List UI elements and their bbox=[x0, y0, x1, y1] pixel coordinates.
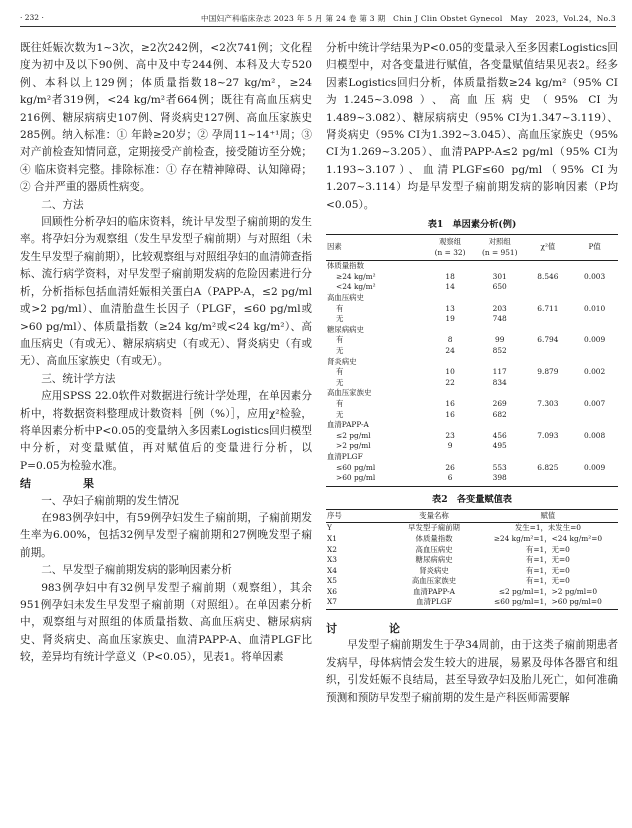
right-column bbox=[326, 40, 618, 707]
table1-header-chi: χ²值 bbox=[525, 235, 572, 261]
results-title: 结 果 bbox=[20, 477, 104, 491]
table2-cell-variable: 糖尿病病史 bbox=[415, 555, 453, 565]
table1-cell-chi: 7.093 bbox=[537, 430, 559, 440]
methods-heading: 二、方法 bbox=[41, 198, 84, 211]
table1-cell-obs: 13 bbox=[445, 303, 455, 313]
table1-group-row bbox=[326, 388, 618, 399]
table1-cell-obs: 14 bbox=[445, 282, 455, 292]
results-sub2-heading: 二、早发型子痫前期发病的影响因素分析 bbox=[41, 564, 232, 577]
table1-cell-label: 无 bbox=[336, 314, 344, 324]
left-column bbox=[20, 40, 312, 667]
table2-cell-assignment: ≤60 pg/ml=1，>60 pg/ml=0 bbox=[478, 597, 618, 609]
table1-group-row bbox=[326, 261, 618, 272]
table1-group-row bbox=[326, 357, 618, 368]
table1-row bbox=[326, 410, 618, 421]
table1-cell-label: >60 pg/ml bbox=[326, 473, 425, 486]
table1-cell-p bbox=[571, 314, 618, 325]
journal-citation: 中国妇产科临床杂志 2023 年 5 月 第 24 卷 第 3 期 Chin J Clin Obstet Gynecol May 2023，Vol.24，No.3 bbox=[200, 14, 616, 23]
table1-cell-obs: 9 bbox=[447, 441, 453, 451]
table1-cell-p bbox=[571, 473, 618, 486]
table1-cell-label: <24 kg/m² bbox=[336, 282, 376, 292]
page-number: · 232 · bbox=[20, 13, 44, 22]
table1-group-row bbox=[326, 452, 618, 463]
table1-cell-label: ≥24 kg/m² bbox=[336, 271, 376, 281]
table1-caption: 表1 单因素分析(例) bbox=[427, 219, 517, 231]
table1-cell-chi: 6.825 bbox=[537, 462, 559, 472]
table1-row bbox=[326, 272, 618, 283]
table1-cell-chi bbox=[525, 346, 572, 357]
table1-group-label: 血清PAPP-A bbox=[327, 420, 369, 430]
table1-cell-p: 0.008 bbox=[584, 430, 606, 440]
table1-cell-chi bbox=[525, 441, 572, 452]
table1-row bbox=[326, 399, 618, 410]
table2-cell-index: X7 bbox=[326, 597, 390, 609]
table1-cell-obs: 19 bbox=[445, 314, 455, 324]
table1-cell-ctrl: 117 bbox=[492, 367, 507, 377]
methods-paragraph: 回顾性分析孕妇的临床资料，统计早发型子痫前期的发生率。将孕妇分为观察组（发生早发型子痫前期）与对照组（未发生早发型子痫前期），比较观察组与对照组孕妇的血清筛查指标、流行病学资料，对早发型子痫前期发病的危险因素进行分析，分析指标包括血清妊娠相关蛋白A（PAPP-A，≤2 pg/ml或>2 pg/ml）、血清胎盘生长因子（PLGF，≤60 pg/ml或>60 pg/ml）、体质量指数（≥24 kg/m²或<24 kg/m²）、高血压病史（有或无）、糖尿病病史（有或无）、肾炎病史（有或无）、高血压家族史（有或无）。 bbox=[20, 216, 312, 368]
table1-cell-label: 有 bbox=[336, 303, 344, 313]
table2-header-assignment: 赋值 bbox=[478, 509, 618, 523]
table1-group-label: 体质量指数 bbox=[327, 261, 364, 271]
table1-cell-ctrl: 495 bbox=[492, 441, 507, 451]
table2-cell-index: X5 bbox=[327, 576, 337, 586]
table1-cell-p bbox=[571, 282, 618, 293]
table2-cell-variable: 体质量指数 bbox=[415, 533, 453, 543]
table1-group-label: 血清PLGF bbox=[327, 451, 363, 461]
table1-header-ctrl: 对照组 (n = 951) bbox=[475, 235, 525, 261]
table1-cell-chi: 7.303 bbox=[537, 398, 559, 408]
table1-row bbox=[326, 463, 618, 474]
table1-cell-p: 0.007 bbox=[584, 398, 606, 408]
table1-cell-ctrl: 456 bbox=[492, 430, 507, 440]
table1-cell-ctrl: 301 bbox=[492, 271, 507, 281]
intro-paragraph: 既往妊娠次数为1~3次，≥2次242例，<2次741例；文化程度为初中及以下90例、高中及中专244例、本科及大专520例、本科以上129例；体质量指数18~27 kg/m²，≥24 kg/m²者319例，<24 kg/m²者664例；既往有高血压病史216例、糖尿病病史107例、肾炎病史127例、高血压家族史285例。纳入标准：① 年龄≥20岁；② 孕周11~14⁺¹周；③ 对产前检查知情同意，定期接受产前检查，接受随访至分娩；④ 临床资料完整。排除标准：① 存在精神障碍、认知障碍；② 合并严重的器质性病变。 bbox=[20, 42, 312, 194]
table1-group-label: 肾炎病史 bbox=[327, 356, 357, 366]
table1-cell-p bbox=[571, 441, 618, 452]
table1-cell-obs: 18 bbox=[445, 271, 455, 281]
table2-cell-variable: 肾炎病史 bbox=[419, 565, 449, 575]
table1-cell-p bbox=[571, 378, 618, 389]
table2-row bbox=[326, 545, 618, 556]
table1-header-obs: 观察组 (n = 32) bbox=[425, 235, 475, 261]
table1-cell-chi bbox=[525, 314, 572, 325]
table1-cell-label: 有 bbox=[336, 398, 344, 408]
table2-cell-assignment: 有=1，无=0 bbox=[525, 565, 570, 575]
table1-header-factor: 因素 bbox=[326, 235, 425, 261]
results-sub1-paragraph: 在983例孕妇中，有59例孕妇发生子痫前期，子痫前期发生率为6.00%，包括32例早发型子痫前期和27例晚发型子痫前期。 bbox=[20, 511, 312, 559]
table1-cell-chi bbox=[525, 473, 572, 486]
table2-cell-index: X2 bbox=[327, 544, 337, 554]
table2-cell-variable: 高血压家族史 bbox=[411, 576, 457, 586]
table1-cell-p: 0.003 bbox=[584, 271, 606, 281]
table1-cell-obs: 26 bbox=[445, 462, 455, 472]
table1-cell-ctrl: 748 bbox=[492, 314, 507, 324]
table1-cell-obs: 6 bbox=[425, 473, 475, 486]
discussion-title: 讨 论 bbox=[326, 622, 410, 636]
table2-cell-assignment: 有=1，无=0 bbox=[525, 544, 570, 554]
table2-cell-assignment: 发生=1，未发生=0 bbox=[514, 523, 581, 533]
table1-cell-ctrl: 203 bbox=[492, 303, 507, 313]
table1-cell-obs: 8 bbox=[447, 335, 453, 345]
table2-row bbox=[326, 555, 618, 566]
table1-cell-obs: 16 bbox=[445, 398, 455, 408]
table1-row bbox=[326, 367, 618, 378]
table1-row bbox=[326, 441, 618, 452]
table1-cell-label: 无 bbox=[336, 377, 344, 387]
table1-cell-chi bbox=[525, 378, 572, 389]
table1-group-row bbox=[326, 325, 618, 336]
table1-cell-label: >2 pg/ml bbox=[336, 441, 371, 451]
table2-row bbox=[326, 523, 618, 534]
stats-heading: 三、统计学方法 bbox=[41, 372, 116, 385]
table2-row bbox=[326, 576, 618, 587]
table2-cell-assignment: 有=1，无=0 bbox=[525, 576, 570, 586]
table1-univariate bbox=[326, 234, 618, 487]
table2-cell-index: X1 bbox=[327, 533, 337, 543]
running-header bbox=[20, 10, 616, 27]
results-sub1-heading: 一、孕妇子痫前期的发生情况 bbox=[41, 494, 179, 507]
results-continued-paragraph: 分析中统计学结果为P<0.05的变量录入至多因素Logistics回归模型中，对各变量进行赋值，各变量赋值结果见表2。经多因素Logistics回归分析，体质量指数≥24 kg/m²（95% CI为1.245~3.098）、高血压病史（95% CI为1.489~3.082）、糖尿病病史（95% CI为1.347~3.119）、肾炎病史（95% CI为1.392~3.045）、高血压家族史（95% CI为1.269~3.205）、血清PAPP-A≤2 pg/ml（95% CI为1.193~3.107）、血清PLGF≤60 pg/ml（95% CI为1.207~3.114）均是早发型子痫前期发病的影响因素（P均<0.05）。 bbox=[326, 42, 618, 211]
table1-group-row bbox=[326, 420, 618, 431]
table1-cell-ctrl: 852 bbox=[492, 346, 507, 355]
table1-cell-ctrl: 650 bbox=[492, 282, 507, 292]
table2-cell-index: X3 bbox=[327, 555, 337, 565]
discussion-paragraph: 早发型子痫前期发生于孕34周前，由于这类子痫前期患者发病早，母体病情会发生较大的进展，易累及母体各器官和组织，引发妊娠不良结局，甚至导致孕妇及胎儿死亡，如何准确预测和预防早发型子痫前期的发生是产科医师需要解 bbox=[326, 639, 618, 704]
table1-cell-ctrl: 99 bbox=[495, 335, 505, 345]
table2-header-index: 序号 bbox=[326, 509, 390, 523]
table1-cell-obs: 10 bbox=[445, 367, 455, 377]
table1-header-p: P值 bbox=[571, 235, 618, 261]
table2-row bbox=[326, 566, 618, 577]
table1-cell-ctrl: 553 bbox=[492, 462, 507, 472]
table1-cell-ctrl: 682 bbox=[492, 409, 507, 419]
table2-row bbox=[326, 587, 618, 598]
table2-caption: 表2 各变量赋值表 bbox=[432, 493, 512, 505]
table2-cell-variable: 血清PAPP-A bbox=[413, 586, 455, 596]
table1-cell-chi: 6.711 bbox=[537, 303, 559, 313]
table1-cell-label: ≤2 pg/ml bbox=[336, 430, 371, 440]
table1-group-label: 高血压病史 bbox=[327, 293, 364, 303]
table2-cell-assignment: ≤2 pg/ml=1，>2 pg/ml=0 bbox=[498, 586, 598, 596]
table2-cell-index: X6 bbox=[327, 586, 337, 596]
table1-group-label: 糖尿病病史 bbox=[327, 324, 364, 334]
table1-group-row bbox=[326, 293, 618, 304]
table2-cell-index: Y bbox=[327, 523, 332, 533]
table1-cell-p: 0.009 bbox=[584, 462, 606, 472]
table1-cell-label: 有 bbox=[336, 367, 344, 377]
table1-group-label: 高血压家族史 bbox=[327, 388, 372, 398]
table2-cell-variable: 血清PLGF bbox=[390, 597, 478, 609]
table1-cell-obs: 16 bbox=[445, 409, 455, 419]
table1-cell-ctrl: 398 bbox=[475, 473, 525, 486]
table2-cell-variable: 高血压病史 bbox=[415, 544, 453, 554]
table1-cell-p bbox=[571, 410, 618, 421]
table1-row bbox=[326, 431, 618, 442]
results-sub2-paragraph: 983例孕妇中有32例早发型子痫前期（观察组），其余951例孕妇未发生早发型子痫前期（对照组）。在单因素分析中，观察组与对照组的体质量指数、高血压病史、糖尿病病史、肾炎病史、高血压家族史、血清PAPP-A、血清PLGF比较，差异均有统计学意义（P<0.05），见表1。将单因素 bbox=[20, 581, 312, 664]
stats-paragraph: 应用SPSS 22.0软件对数据进行统计学处理，在单因素分析中，将数据资料整理成计数资料［例（%）］，应用χ²检验，将单因素分析中P<0.05的变量纳入多因素Logistics回归模型中分析，对变量赋值，再对赋值后的变量进行分析，以P=0.05为检验水准。 bbox=[20, 390, 312, 472]
table1-cell-ctrl: 834 bbox=[492, 377, 507, 387]
table1-cell-chi bbox=[525, 282, 572, 293]
table1-cell-label: 有 bbox=[336, 335, 344, 345]
table1-cell-p: 0.002 bbox=[584, 367, 606, 377]
table2-cell-assignment: ≥24 kg/m²=1，<24 kg/m²=0 bbox=[493, 533, 603, 543]
table1-cell-obs: 23 bbox=[445, 430, 455, 440]
table2-row bbox=[326, 597, 618, 609]
table1-row bbox=[326, 346, 618, 357]
table2-cell-variable: 早发型子痫前期 bbox=[408, 523, 460, 533]
table1-cell-obs: 22 bbox=[445, 377, 455, 387]
table2-cell-assignment: 有=1，无=0 bbox=[525, 555, 570, 565]
table2-variable-assignment bbox=[326, 509, 618, 610]
table1-row bbox=[326, 304, 618, 315]
table1-cell-label: 无 bbox=[336, 346, 344, 355]
table1-cell-p: 0.009 bbox=[584, 335, 606, 345]
table1-row bbox=[326, 314, 618, 325]
table1-cell-chi: 8.546 bbox=[537, 271, 559, 281]
table2-row bbox=[326, 534, 618, 545]
table1-cell-label: ≤60 pg/ml bbox=[336, 462, 376, 472]
table1-row bbox=[326, 473, 618, 486]
table1-row bbox=[326, 335, 618, 346]
table1-row bbox=[326, 378, 618, 389]
table1-cell-label: 无 bbox=[336, 409, 344, 419]
table2-cell-index: X4 bbox=[327, 565, 337, 575]
table1-cell-chi: 6.794 bbox=[537, 335, 559, 345]
table1-cell-chi bbox=[525, 410, 572, 421]
table1-cell-ctrl: 269 bbox=[492, 398, 507, 408]
table2-header-variable: 变量名称 bbox=[390, 509, 478, 523]
table1-cell-p: 0.010 bbox=[584, 303, 606, 313]
table1-cell-obs: 24 bbox=[445, 346, 455, 355]
table1-row bbox=[326, 282, 618, 293]
table1-cell-chi: 9.879 bbox=[537, 367, 559, 377]
table1-cell-p bbox=[571, 346, 618, 357]
